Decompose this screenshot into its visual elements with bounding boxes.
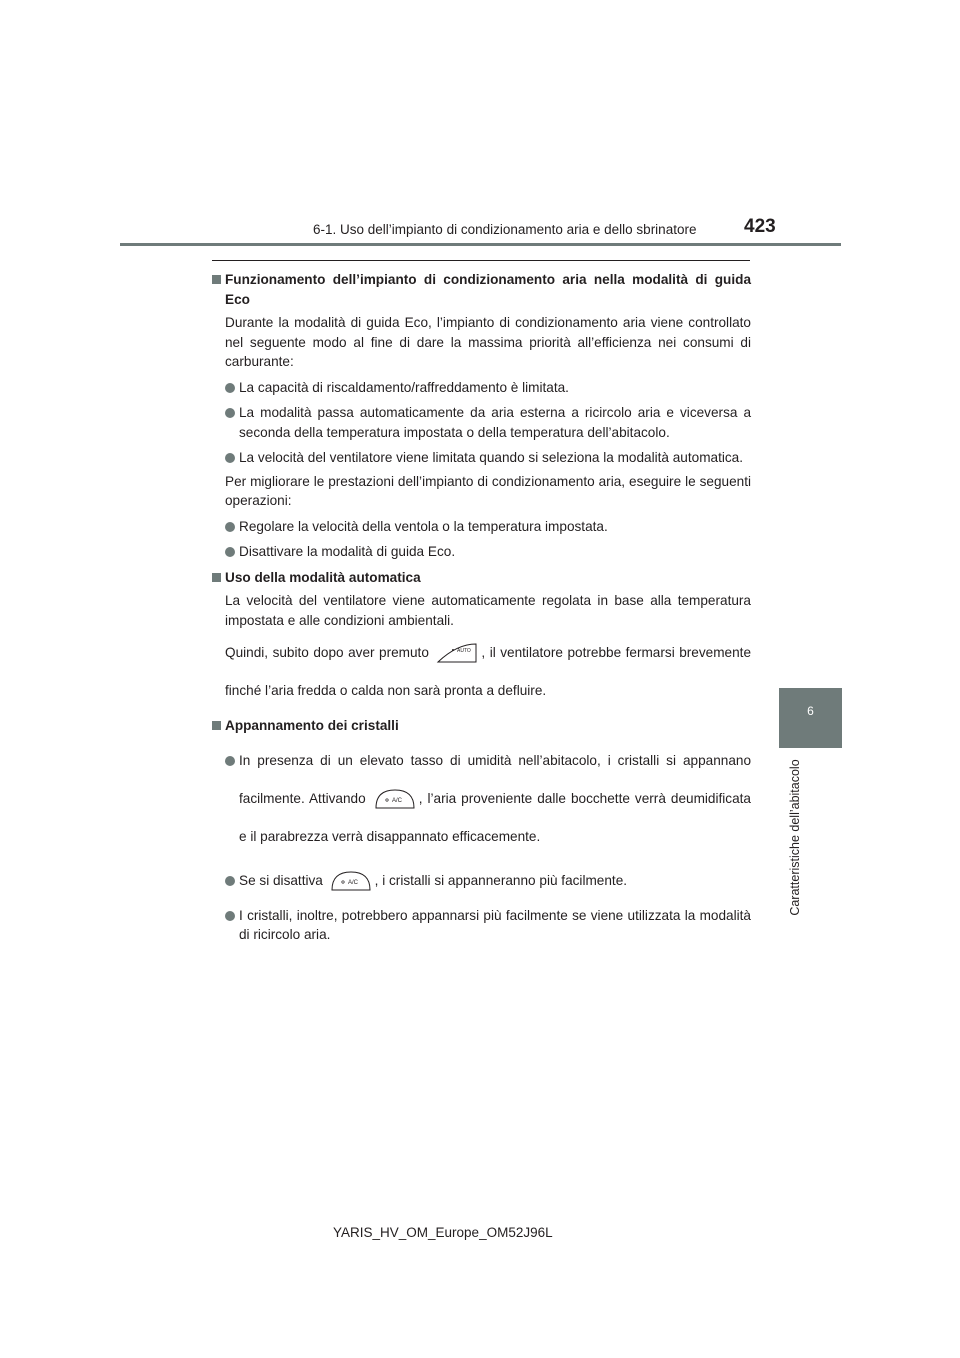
round-bullet-icon [225,876,235,886]
list-item-text: Regolare la velocità della ventola o la temperatura impostata. [239,518,608,534]
document-code: YARIS_HV_OM_Europe_OM52J96L [333,1225,553,1240]
text-fragment: In presenza di un elevato tasso di umidità nell’abitacolo, i cristalli si appannano facilmente. Attivando [239,752,751,806]
eco-heading-text: Funzionamento dell’impianto di condizionamento aria nella modalità di guida Eco [225,272,751,307]
list-item-text: La modalità passa automaticamente da aria esterna a ricircolo aria e viceversa a seconda della temperatura impostata o della temperatura dell’abitacolo. [239,405,751,440]
list-item-text: Disattivare la modalità di guida Eco. [239,544,456,559]
list-item [211,742,751,856]
eco-intro: Durante la modalità di guida Eco, l’impianto di condizionamento aria viene controllato nel seguente modo al fine di dare la massima priorità all’efficienza nei consumi di carburante: [225,315,751,369]
list-item-text: La velocità del ventilatore viene limitata quando si seleziona la modalità automatica. [239,450,744,465]
eco-heading [211,270,751,309]
round-bullet-icon [225,547,235,557]
list-item-text: La capacità di riscaldamento/raffreddamento è limitata. [239,379,569,395]
auto-text: La velocità del ventilatore viene automaticamente regolata in base alla temperatura impostata e alle condizioni ambientali. [225,593,751,628]
chapter-tab [779,688,842,748]
chapter-title-container [780,760,820,920]
text-fragment: , l’aria proveniente dalle bocchette verrà deumidificata e il parabrezza verrà disappannato efficacemente. [239,790,751,844]
round-bullet-icon [225,756,235,766]
auto-heading [211,568,751,588]
ac-button-label: A/C [391,797,402,804]
round-bullet-icon [225,408,235,418]
round-bullet-icon [225,522,235,532]
eco-improve-intro: Per migliorare le prestazioni dell’impianto di condizionamento aria, eseguire le seguenti operazioni: [225,473,751,508]
text-fragment: Se si disattiva [239,872,323,888]
auto-heading-text: Uso della modalità automatica [225,569,421,585]
fog-heading-text: Appannamento dei cristalli [225,718,399,733]
square-bullet-icon [212,573,221,582]
list-item [211,542,751,562]
list-item [211,862,751,900]
text-fragment: Quindi, subito dopo aver premuto [225,645,429,660]
list-item [211,378,751,398]
list-item-text: I cristalli, inoltre, potrebbero appannarsi più facilmente se viene utilizzata la modalità di ricircolo aria. [239,907,751,942]
ac-button-label: A/C [347,879,358,886]
ac-button-icon [373,786,417,812]
chapter-number: 6 [807,704,814,718]
auto-button-icon [435,640,479,666]
header-divider [120,243,841,246]
main-content [211,264,751,945]
round-bullet-icon [225,911,235,921]
square-bullet-icon [212,275,221,284]
fog-heading [211,716,751,736]
auto-button-label: AUTO [457,648,472,655]
list-item [211,906,751,945]
text-fragment: , i cristalli si appanneranno più facilmente. [374,872,628,888]
round-bullet-icon [225,453,235,463]
content-divider [212,260,750,261]
ac-button-icon [329,868,373,894]
list-item [211,448,751,468]
square-bullet-icon [212,721,221,730]
round-bullet-icon [225,383,235,393]
section-header: 6-1. Uso dell’impianto di condizionamento aria e dello sbrinatore [313,222,697,237]
list-item [211,403,751,442]
auto-text-2 [211,634,751,710]
list-item [211,517,751,537]
chapter-title: Caratteristiche dell’abitacolo [788,759,802,916]
page-number: 423 [744,216,776,237]
text-fragment: , il ventilatore potrebbe fermarsi brevemente finché l’aria fredda o calda non sarà pronta a defluire. [225,645,751,698]
